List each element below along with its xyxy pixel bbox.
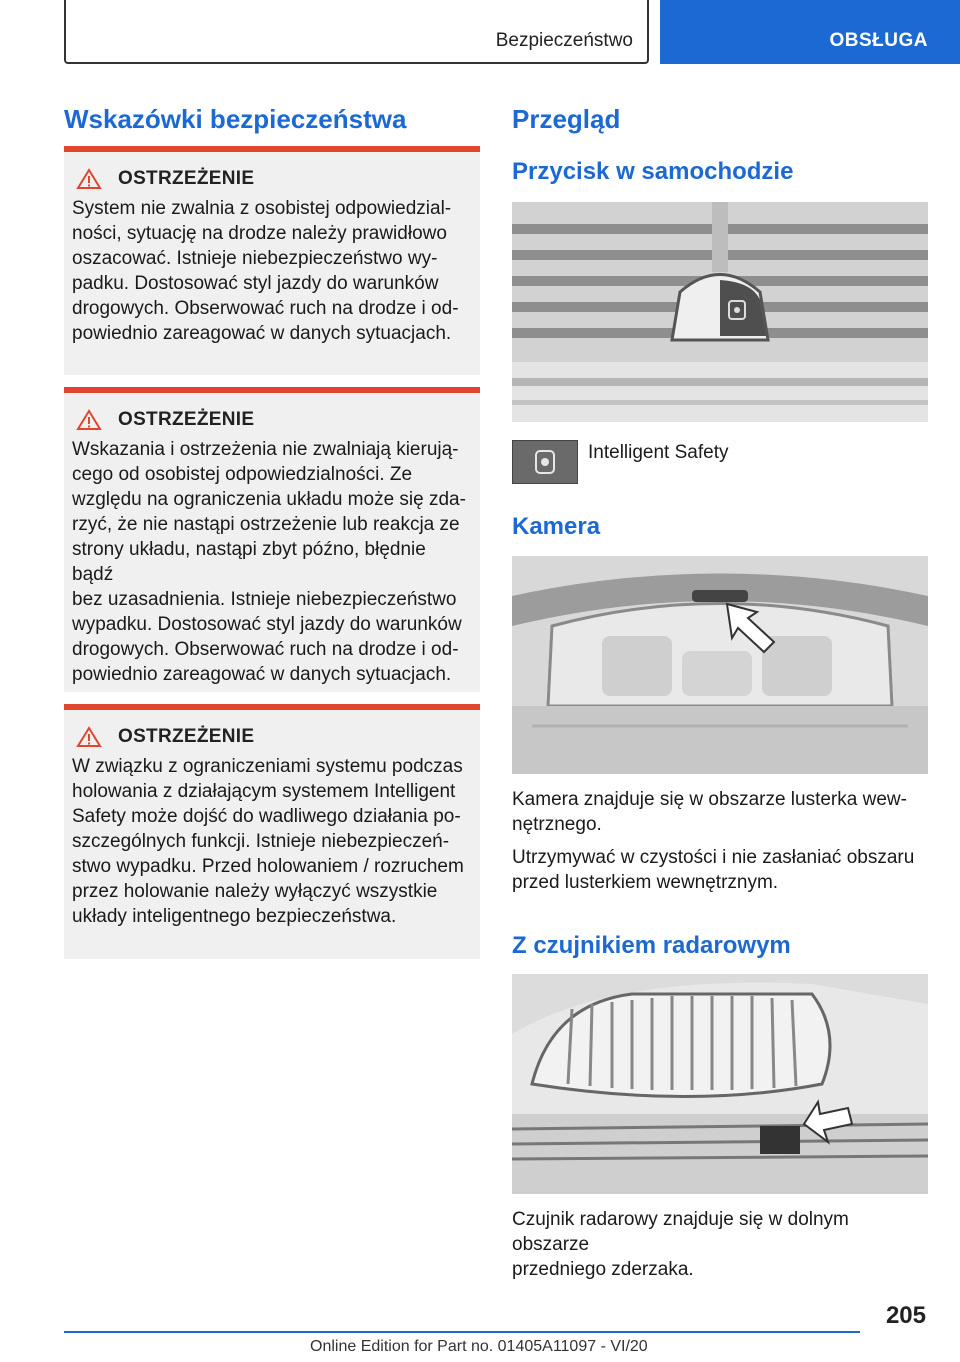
warning-line: cego od osobistej odpowiedzialności. Ze: [72, 464, 413, 485]
radar-figure: [512, 974, 928, 1194]
header-section-label: Bezpieczeństwo: [495, 30, 633, 51]
warning-label: OSTRZEŻENIE: [118, 168, 255, 189]
warning-line: względu na ograniczenia układu może się zda-: [72, 489, 466, 510]
button-heading: Przycisk w samochodzie: [512, 158, 794, 185]
radar-text-line: przedniego zderzaka.: [512, 1259, 694, 1280]
warning-line: bez uzasadnienia. Istnieje niebezpieczeństwo: [72, 589, 457, 610]
warning-line: System nie zwalnia z osobistej odpowiedzial-: [72, 198, 452, 219]
warning-line: układy inteligentnego bezpieczeństwa.: [72, 906, 397, 927]
camera-figure: [512, 556, 928, 774]
warning-box-3: [64, 704, 480, 959]
overview-title: Przegląd: [512, 104, 621, 134]
intelligent-safety-icon: [513, 441, 577, 483]
header-chapter-tab: [660, 0, 960, 64]
warning-box-2: [64, 387, 480, 692]
intelligent-safety-label: Intelligent Safety: [588, 442, 729, 463]
warning-label: OSTRZEŻENIE: [118, 726, 255, 747]
footer-divider: [64, 1331, 860, 1333]
warning-triangle-icon: [76, 726, 102, 748]
warning-line: powiednio zareagować w danych sytuacjach.: [72, 664, 452, 685]
warning-line: szczególnych funkcji. Istnieje niebezpieczeń-: [72, 831, 450, 852]
warning-line: W związku z ograniczeniami systemu podczas: [72, 756, 463, 777]
warning-line: holowania z działającym systemem Intelligent: [72, 781, 456, 802]
warning-line: drogowych. Obserwować ruch na drodze i od-: [72, 298, 459, 319]
warning-line: stwo wypadku. Przed holowaniem / rozruchem: [72, 856, 464, 877]
warning-line: wypadku. Dostosować styl jazdy do warunków: [72, 614, 462, 635]
page-number: 205: [885, 1302, 926, 1329]
radar-text-line: Czujnik radarowy znajduje się w dolnym obszarze: [512, 1209, 849, 1255]
warning-box-1: [64, 146, 480, 375]
button-figure: [512, 202, 928, 422]
camera-text-line: Kamera znajduje się w obszarze lusterka wew-: [512, 789, 907, 810]
warning-line: Wskazania i ostrzeżenia nie zwalniają kierują-: [72, 439, 459, 460]
warning-line: przez holowanie należy wyłączyć wszystkie: [72, 881, 438, 902]
warning-line: Safety może dojść do wadliwego działania po-: [72, 806, 461, 827]
warning-triangle-icon: [76, 409, 102, 431]
header-section-tab: [64, 0, 649, 64]
footer-edition: Online Edition for Part no. 01405A11097 - VI/20: [310, 1338, 648, 1355]
warning-line: strony układu, nastąpi zbyt późno, błędnie bądź: [72, 539, 426, 585]
radar-heading: Z czujnikiem radarowym: [512, 932, 791, 959]
warning-line: rzyć, że nie nastąpi ostrzeżenie lub reakcja ze: [72, 514, 460, 535]
warning-label: OSTRZEŻENIE: [118, 409, 255, 430]
warning-line: oszacować. Istnieje niebezpieczeństwo wy-: [72, 248, 438, 269]
warning-line: drogowych. Obserwować ruch na drodze i od-: [72, 639, 459, 660]
camera-text-line: Utrzymywać w czystości i nie zasłaniać obszaru: [512, 847, 915, 868]
warning-line: padku. Dostosować styl jazdy do warunków: [72, 273, 439, 294]
warning-line: ności, sytuację na drodze należy prawidłowo: [72, 223, 447, 244]
camera-text-line: przed lusterkiem wewnętrznym.: [512, 872, 779, 893]
warning-triangle-icon: [76, 168, 102, 190]
safety-notes-title: Wskazówki bezpieczeństwa: [64, 104, 407, 134]
camera-heading: Kamera: [512, 513, 601, 540]
header-chapter-label: OBSŁUGA: [829, 30, 928, 51]
intelligent-safety-button: [512, 440, 578, 484]
camera-text-line: nętrznego.: [512, 814, 602, 835]
warning-line: powiednio zareagować w danych sytuacjach.: [72, 323, 452, 344]
